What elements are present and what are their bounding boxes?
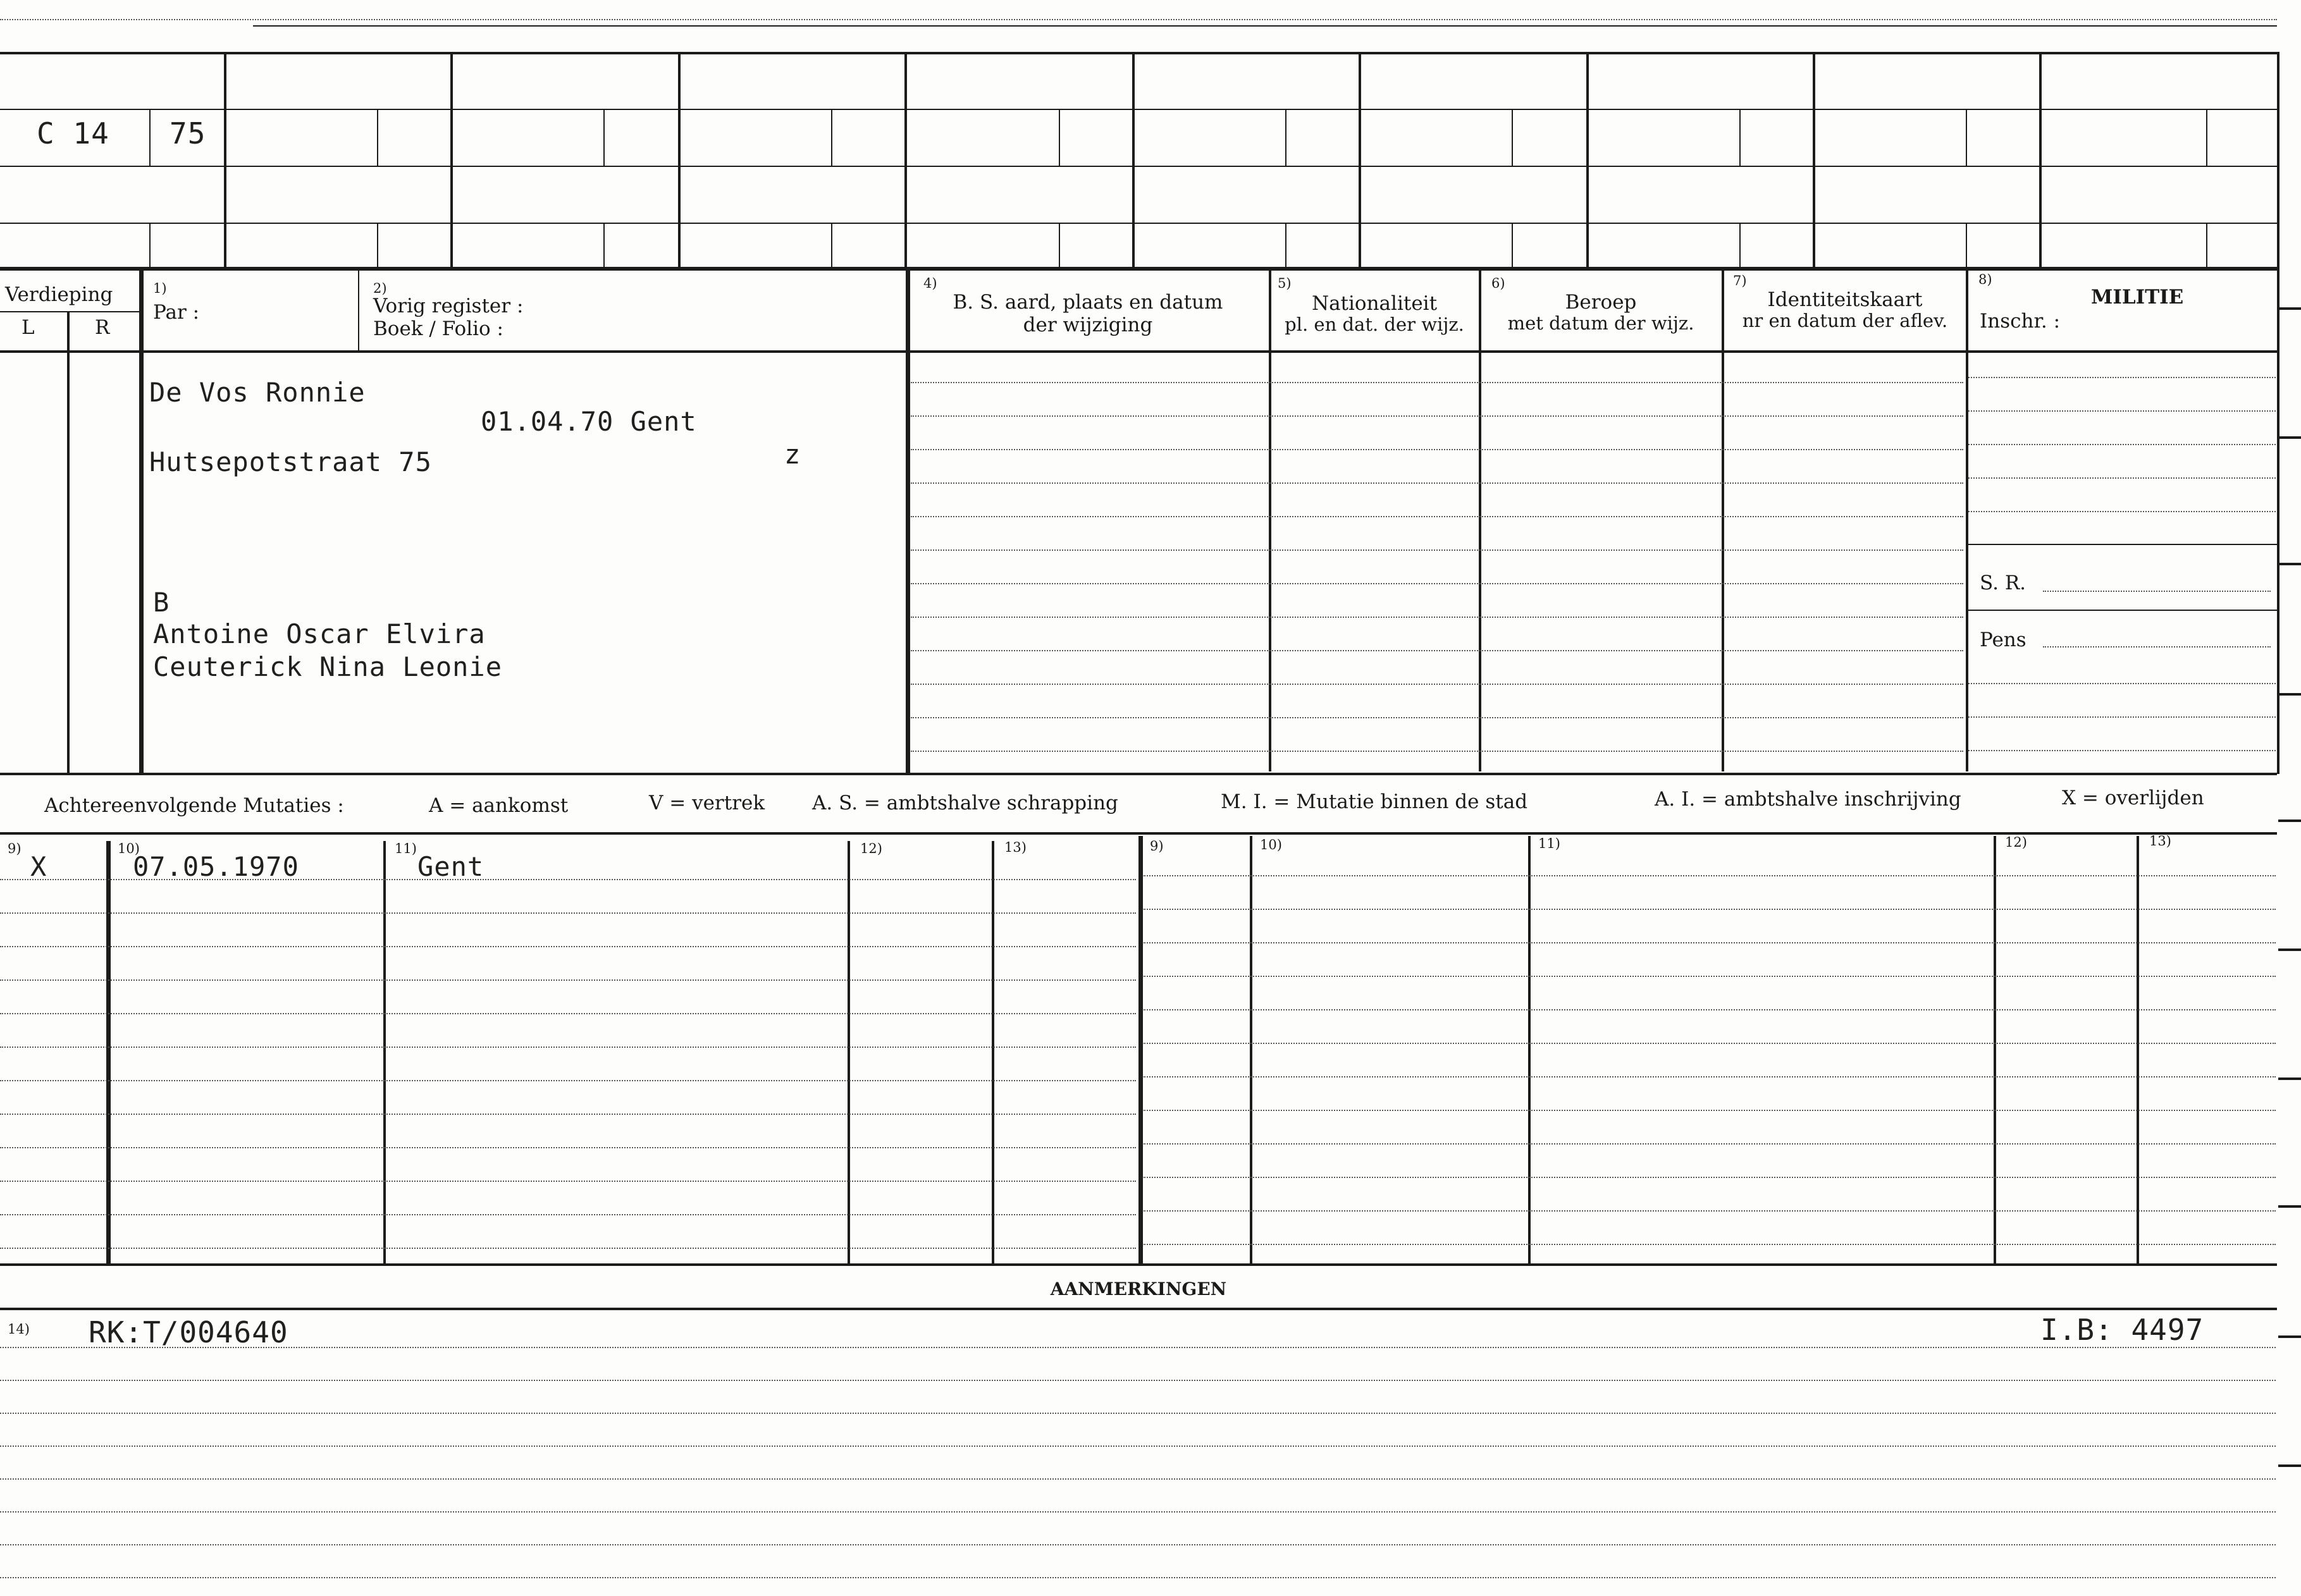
ruled-line — [0, 1380, 2276, 1381]
col-line — [377, 223, 378, 267]
col-line — [1285, 223, 1286, 267]
col-line — [992, 841, 994, 1265]
col-line — [1994, 836, 1996, 1265]
col4-num: 4) — [923, 276, 937, 291]
person-mother: Ceuterick Nina Leonie — [153, 651, 503, 682]
ruled-line — [0, 1511, 2276, 1513]
pens-label: Pens — [1980, 629, 2026, 651]
col-line — [1059, 223, 1060, 267]
ruled-line — [1968, 477, 2276, 479]
col-line — [1512, 223, 1513, 267]
col-line — [1966, 109, 1967, 166]
ruled-line — [1968, 683, 2276, 684]
person-address: Hutsepotstraat 75 — [149, 446, 432, 477]
col-line — [1966, 223, 1967, 267]
ruled-line — [1142, 1210, 2276, 1212]
ruled-line — [1142, 1177, 2276, 1178]
legend-aankomst: A = aankomst — [429, 794, 569, 817]
col-line — [1359, 52, 1361, 268]
col-line — [139, 268, 144, 774]
mut-col-num: 12) — [2005, 835, 2027, 850]
bs-header-1: B. S. aard, plaats en datum — [953, 291, 1223, 314]
house-number: 75 — [170, 116, 206, 150]
col-line — [906, 268, 910, 774]
verdieping-right: R — [95, 316, 110, 339]
col8-num: 8) — [1978, 272, 1992, 287]
col-line — [67, 311, 70, 773]
mut-col-num: 13) — [2149, 833, 2171, 849]
inschr-label: Inschr. : — [1980, 310, 2061, 333]
edge-tick — [2278, 948, 2301, 951]
ruled-line — [911, 449, 1963, 450]
col-line — [1285, 109, 1286, 166]
col-line — [1966, 268, 1968, 771]
col-line — [377, 109, 378, 166]
col-line — [2137, 836, 2139, 1265]
col-line — [1138, 836, 1143, 1265]
top-edge-line — [253, 25, 2277, 27]
mut-col-num: 11) — [1538, 836, 1560, 851]
person-birth: 01.04.70 Gent — [481, 406, 697, 437]
ruled-line — [0, 979, 1136, 981]
ruled-line — [911, 415, 1963, 417]
person-marker: z — [784, 439, 801, 470]
mut-col-num: 9) — [1150, 838, 1164, 854]
ruled-line — [0, 1013, 1136, 1014]
ruled-line — [911, 482, 1963, 484]
ruled-line — [911, 382, 1963, 383]
ruled-line — [911, 717, 1963, 718]
ruled-line — [0, 1147, 1136, 1148]
edge-tick — [2278, 436, 2301, 439]
vorig-register-label: Vorig register : — [373, 295, 524, 317]
ruled-line — [0, 1114, 1136, 1115]
col-line — [848, 841, 850, 1265]
edge-tick — [2278, 307, 2301, 310]
identiteitskaart-header-2: nr en datum der aflev. — [1742, 310, 1948, 331]
legend-overlijden: X = overlijden — [2062, 787, 2204, 809]
ruled-line — [0, 946, 1136, 947]
col-line — [831, 109, 832, 166]
ruled-line — [911, 617, 1963, 618]
col-line — [224, 52, 226, 268]
ruled-line — [1968, 716, 2276, 718]
header-bottom-line — [0, 350, 2277, 353]
section-code: C 14 — [37, 116, 109, 150]
col5-num: 5) — [1278, 276, 1292, 291]
ruled-line — [0, 1248, 1136, 1249]
remarks-reference: RK:T/004640 — [89, 1315, 288, 1349]
ruled-line — [1142, 1143, 2276, 1145]
mut-col-num: 9) — [8, 841, 22, 856]
ruled-line — [0, 1413, 2276, 1414]
boek-folio-label: Boek / Folio : — [373, 317, 503, 340]
top-edge-line — [0, 19, 2277, 20]
edge-tick — [2278, 693, 2301, 696]
ruled-line — [1142, 909, 2276, 910]
militie-line — [1967, 544, 2277, 545]
edge-tick — [2278, 1464, 2301, 1467]
person-name: De Vos Ronnie — [149, 377, 366, 408]
col-line — [1250, 836, 1252, 1265]
sr-field — [2043, 591, 2271, 592]
col-line — [678, 52, 681, 268]
mut-col-num: 10) — [1260, 837, 1282, 852]
ruled-line — [911, 549, 1963, 551]
col-line — [603, 223, 605, 267]
legend-mutatie-binnen-stad: M. I. = Mutatie binnen de stad — [1221, 790, 1528, 813]
ruled-line — [1968, 410, 2276, 412]
col-line — [2206, 223, 2207, 267]
mut-col-num: 10) — [118, 841, 140, 856]
ruled-line — [0, 1047, 1136, 1048]
sr-label: S. R. — [1980, 572, 2026, 594]
person-status: B — [153, 587, 170, 618]
beroep-header-1: Beroep — [1565, 291, 1637, 314]
ruled-line — [911, 650, 1963, 651]
col-line — [1528, 836, 1531, 1265]
col-line — [149, 223, 151, 267]
remarks-title: AANMERKINGEN — [1050, 1279, 1227, 1299]
col6-num: 6) — [1491, 276, 1505, 291]
ruled-line — [1142, 1043, 2276, 1044]
bs-header-2: der wijziging — [1023, 314, 1153, 336]
edge-tick — [2278, 819, 2301, 822]
edge-tick — [2278, 563, 2301, 565]
ruled-line — [911, 751, 1963, 752]
col-line — [2277, 268, 2279, 774]
mutations-title: Achtereenvolgende Mutaties : — [44, 794, 344, 817]
ruled-line — [0, 1478, 2276, 1480]
edge-tick — [2278, 1205, 2301, 1208]
mut-col-num: 12) — [860, 841, 882, 856]
remarks-top-line — [0, 1308, 2277, 1310]
ruled-line — [1968, 377, 2276, 378]
ruled-line — [1142, 1009, 2276, 1010]
row-line — [0, 166, 2277, 167]
col-line — [106, 841, 111, 1265]
mutation-top-line — [0, 832, 2277, 835]
mutation-place: Gent — [417, 851, 484, 882]
identiteitskaart-header-1: Identiteitskaart — [1767, 288, 1923, 311]
verdieping-left: L — [22, 316, 35, 339]
ruled-line — [0, 1181, 1136, 1182]
row-line — [0, 223, 2277, 224]
ruled-line — [0, 1080, 1136, 1081]
ruled-line — [911, 516, 1963, 517]
col2-num: 2) — [373, 281, 387, 296]
mut-col-num: 11) — [395, 841, 417, 856]
mutation-code: X — [30, 851, 47, 882]
col-line — [1739, 223, 1741, 267]
col-line — [603, 109, 605, 166]
ruled-line — [0, 912, 1136, 914]
col-line — [1512, 109, 1513, 166]
ruled-line — [0, 1544, 2276, 1545]
col-line — [1479, 268, 1481, 771]
col-line — [2206, 109, 2207, 166]
legend-ambtshalve-inschrijving: A. I. = ambtshalve inschrijving — [1655, 788, 1961, 811]
col-line — [450, 52, 453, 268]
ruled-line — [1142, 1244, 2276, 1245]
militie-line — [1967, 610, 2277, 611]
legend-vertrek: V = vertrek — [649, 792, 765, 814]
ruled-line — [1968, 750, 2276, 751]
verdieping-label: Verdieping — [5, 283, 113, 306]
nationaliteit-header-1: Nationaliteit — [1311, 292, 1438, 315]
militie-title: MILITIE — [2091, 286, 2184, 309]
edge-tick — [2278, 1335, 2301, 1338]
ruled-line — [1142, 1110, 2276, 1111]
ruled-line — [1968, 511, 2276, 512]
col-line — [831, 223, 832, 267]
remarks-num: 14) — [8, 1322, 30, 1337]
pens-field — [2043, 646, 2271, 648]
person-father: Antoine Oscar Elvira — [153, 618, 486, 649]
par-label: Par : — [153, 301, 200, 324]
col-line — [2039, 52, 2042, 268]
col7-num: 7) — [1733, 273, 1747, 288]
col-line — [2277, 52, 2279, 268]
row-line — [0, 109, 2277, 110]
ruled-line — [911, 583, 1963, 584]
row-line — [0, 267, 2277, 271]
ruled-line — [1142, 942, 2276, 943]
col-line — [1739, 109, 1741, 166]
col-line — [1269, 268, 1271, 771]
col-line — [1722, 268, 1724, 771]
ruled-line — [1142, 875, 2276, 876]
col-line — [1132, 52, 1135, 268]
ruled-line — [911, 684, 1963, 685]
beroep-header-2: met datum der wijz. — [1507, 312, 1694, 334]
col-line — [149, 109, 151, 166]
ruled-line — [0, 1577, 2276, 1578]
col-line — [1059, 109, 1060, 166]
col-line — [904, 52, 907, 268]
remarks-ib: I.B: 4497 — [2040, 1313, 2204, 1347]
edge-tick — [2278, 1077, 2301, 1080]
ruled-line — [1968, 444, 2276, 445]
verdieping-split — [0, 311, 139, 312]
col1-num: 1) — [153, 281, 167, 296]
mutation-date: 07.05.1970 — [133, 851, 299, 882]
main-bottom-line — [0, 773, 2277, 775]
ruled-line — [0, 1446, 2276, 1447]
legend-ambtshalve-schrapping: A. S. = ambtshalve schrapping — [812, 792, 1118, 814]
mut-col-num: 13) — [1004, 840, 1027, 855]
col-line — [358, 268, 359, 350]
row-line — [0, 52, 2277, 54]
col-line — [1813, 52, 1815, 268]
nationaliteit-header-2: pl. en dat. der wijz. — [1285, 314, 1464, 335]
col-line — [1586, 52, 1589, 268]
col-line — [383, 841, 386, 1265]
ruled-line — [1142, 1076, 2276, 1077]
ruled-line — [0, 1347, 2276, 1348]
ruled-line — [1142, 976, 2276, 977]
ruled-line — [0, 1214, 1136, 1215]
